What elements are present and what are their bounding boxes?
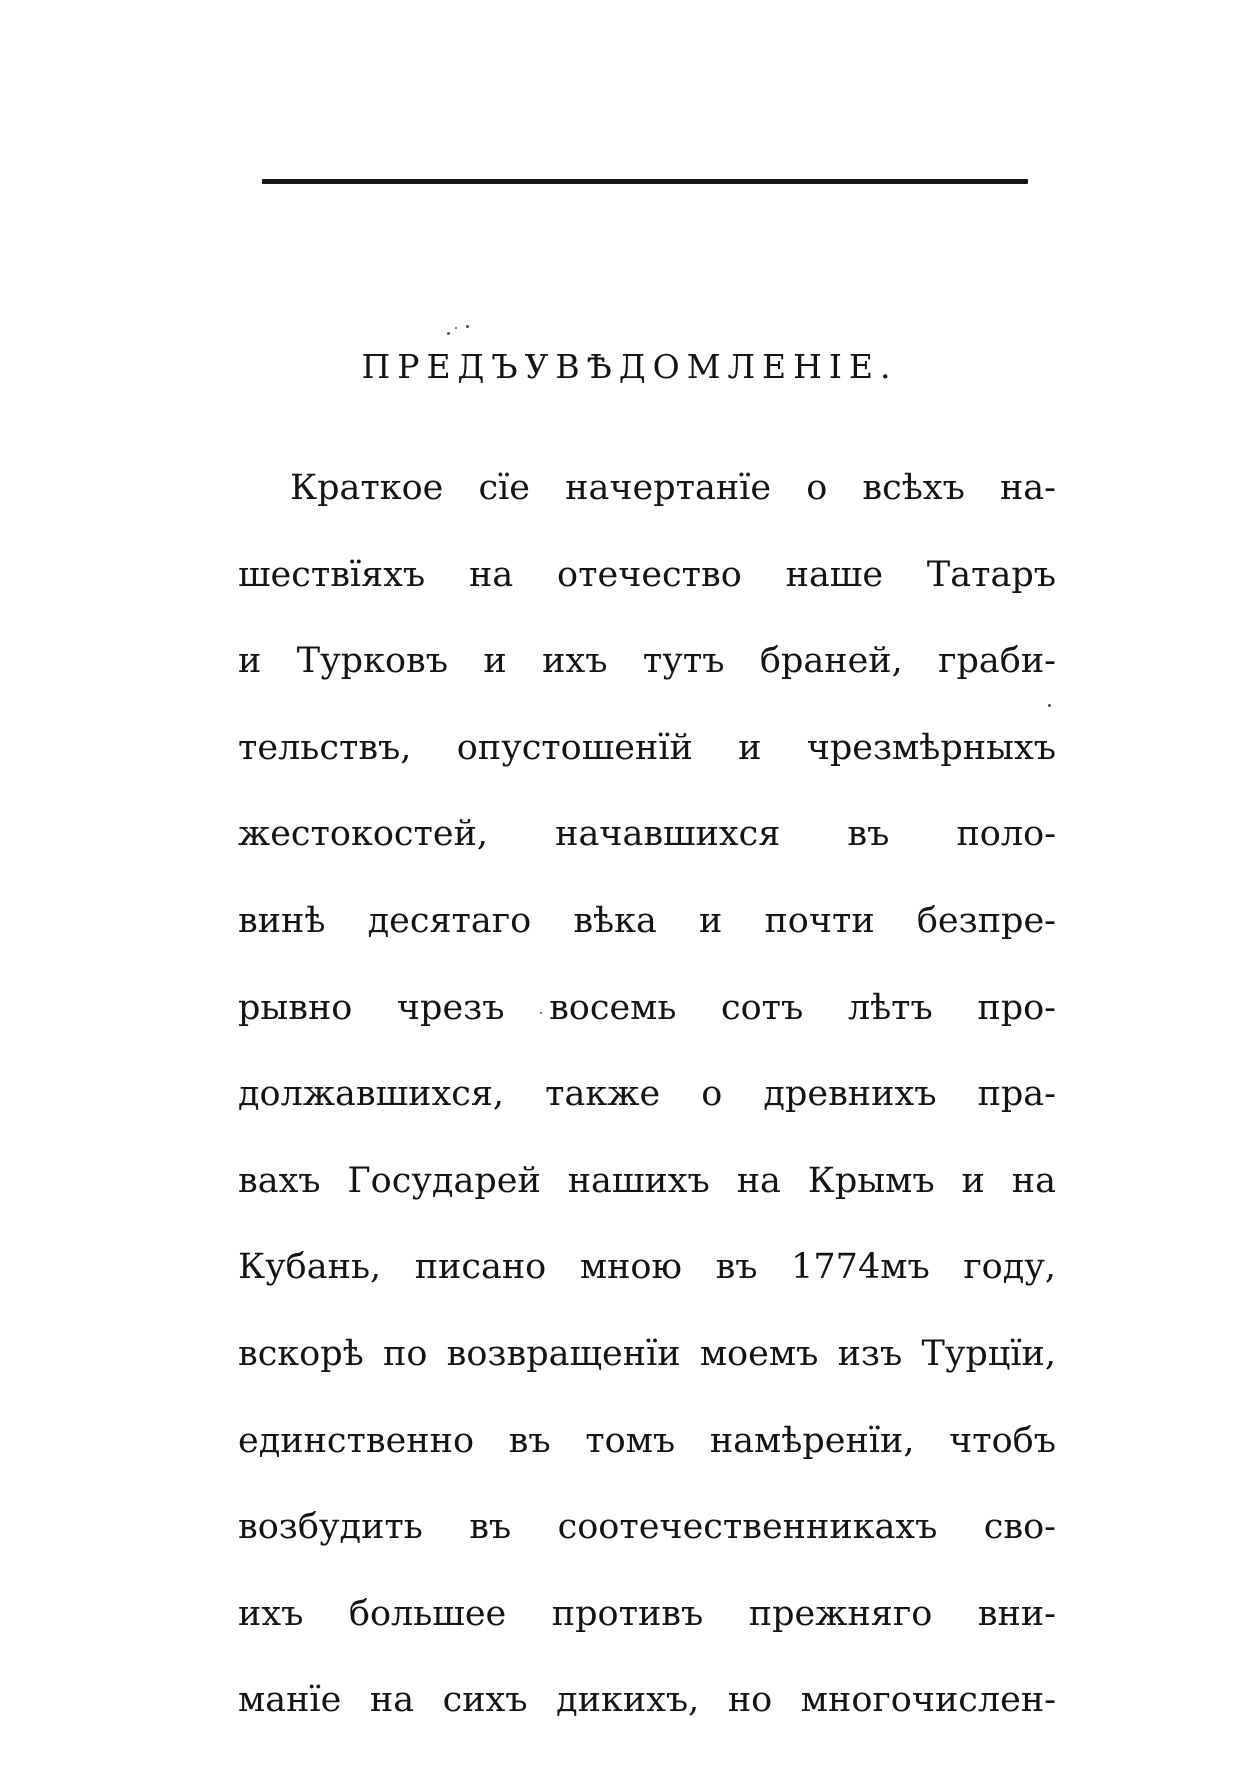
text-line: и Турковъ и ихъ тутъ браней, граби- (238, 641, 1056, 682)
ink-speck (466, 325, 469, 328)
text-line: тельствъ, опустошенїй и чрезмѣрныхъ (238, 727, 1056, 768)
text-line: вахъ Государей нашихъ на Крымъ и на (238, 1160, 1056, 1201)
text-line: Краткое сїе начертанїе о всѣхъ на- (290, 468, 1056, 508)
text-line: Кубань, писано мною въ 1774мъ году, (238, 1247, 1056, 1288)
text-line: рывно чрезъ восемь сотъ лѣтъ про- (238, 987, 1056, 1028)
section-heading: ПРЕДЪУВѢДОМЛЕНІЕ. (361, 347, 898, 386)
ink-speck (455, 327, 457, 329)
text-line: жестокостей, начавшихся въ поло- (238, 814, 1056, 855)
ink-speck (447, 332, 450, 335)
text-line: возбудить въ соотечественникахъ сво- (238, 1507, 1056, 1548)
text-line: шествїяхъ на отечество наше Татаръ (238, 554, 1056, 595)
body-text (238, 458, 1056, 1757)
text-line: вскорѣ по возвращенїи моемъ изъ Турцїи, (238, 1333, 1056, 1374)
header-rule (262, 179, 1028, 184)
text-line: манїе на сихъ дикихъ, но многочислен- (238, 1680, 1056, 1721)
text-line: ихъ большее противъ прежняго вни- (238, 1593, 1056, 1634)
text-line: должавшихся, также о древнихъ пра- (238, 1074, 1056, 1115)
text-line: винѣ десятаго вѣка и почти безпре- (238, 900, 1056, 941)
text-line: единственно въ томъ намѣренїи, чтобъ (238, 1420, 1056, 1461)
